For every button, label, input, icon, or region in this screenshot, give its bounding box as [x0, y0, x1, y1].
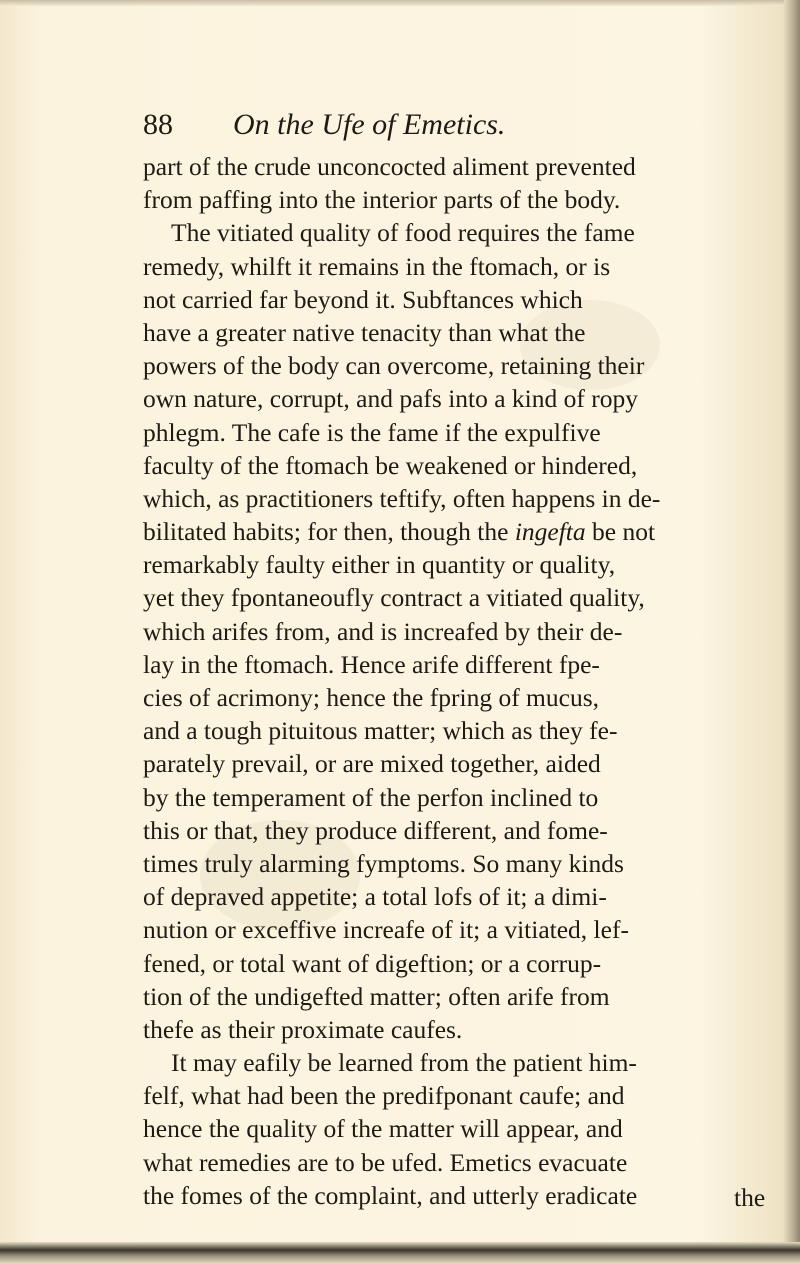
text-line: which, as practitioners teftify, often happens in de-: [143, 483, 661, 513]
text-line: nution or exceffive increafe of it; a vitiated, lef-: [143, 915, 629, 945]
text-line: tion of the undigefted matter; often arife from: [143, 981, 610, 1011]
catchword: the: [734, 1183, 766, 1212]
text-line: phlegm. The cafe is the fame if the expulfive: [143, 417, 601, 447]
text-line: fened, or total want of digeftion; or a corrup-: [143, 948, 602, 978]
text-line: and a tough pituitous matter; which as they fe-: [143, 716, 618, 746]
text-line: the fomes of the complaint, and utterly eradicate: [143, 1180, 638, 1210]
body-text: [143, 150, 793, 1212]
text-line: what remedies are to be ufed. Emetics evacuate: [143, 1147, 628, 1177]
text-line: cies of acrimony; hence the fpring of mucus,: [143, 683, 600, 712]
text-line: not carried far beyond it. Subftances which: [143, 284, 583, 314]
text-line: which arifes from, and is increafed by their de-: [143, 616, 623, 646]
text-line: The vitiated quality of food requires the fame: [171, 218, 635, 248]
text-line: from paffing into the interior parts of the body.: [143, 185, 621, 215]
text-line: hence the quality of the matter will appear, and: [143, 1114, 623, 1144]
text-line: part of the crude unconcocted aliment prevented: [143, 152, 636, 181]
text-line: It may eafily be learned from the patient him-: [171, 1048, 637, 1078]
text-line: parately prevail, or are mixed together, aided: [143, 749, 601, 779]
text-line: thefe as their proximate caufes.: [143, 1014, 463, 1044]
text-line: remedy, whilft it remains in the ftomach, or is: [143, 251, 611, 281]
text-line: of depraved appetite; a total lofs of it; a dimi-: [143, 882, 607, 912]
text-line: have a greater native tenacity than what the: [143, 317, 586, 347]
text-line: lay in the ftomach. Hence arife different fpe-: [143, 649, 600, 679]
text-line: this or that, they produce different, and fome-: [143, 815, 608, 845]
text-line: yet they fpontaneoufly contract a vitiated quality,: [143, 583, 645, 613]
running-head: On the Ufe of Emetics.: [233, 108, 506, 141]
text-line: faculty of the ftomach be weakened or hindered,: [143, 450, 638, 480]
page-top-edge: [0, 0, 800, 6]
page-number: 88: [143, 108, 173, 141]
text-line: remarkably faulty either in quantity or quality,: [143, 550, 616, 580]
page-bottom-edge: [0, 1242, 800, 1264]
text-line: times truly alarming fymptoms. So many kinds: [143, 848, 624, 878]
text-line: bilitated habits; for then, though the ingefta be not: [143, 517, 656, 547]
text-line: felf, what had been the predifponant caufe; and: [143, 1081, 625, 1111]
text-line: powers of the body can overcome, retaining their: [143, 351, 645, 381]
text-line: own nature, corrupt, and pafs into a kind of ropy: [143, 384, 638, 414]
text-line: by the temperament of the perfon inclined to: [143, 782, 599, 812]
page-header: [143, 108, 703, 148]
